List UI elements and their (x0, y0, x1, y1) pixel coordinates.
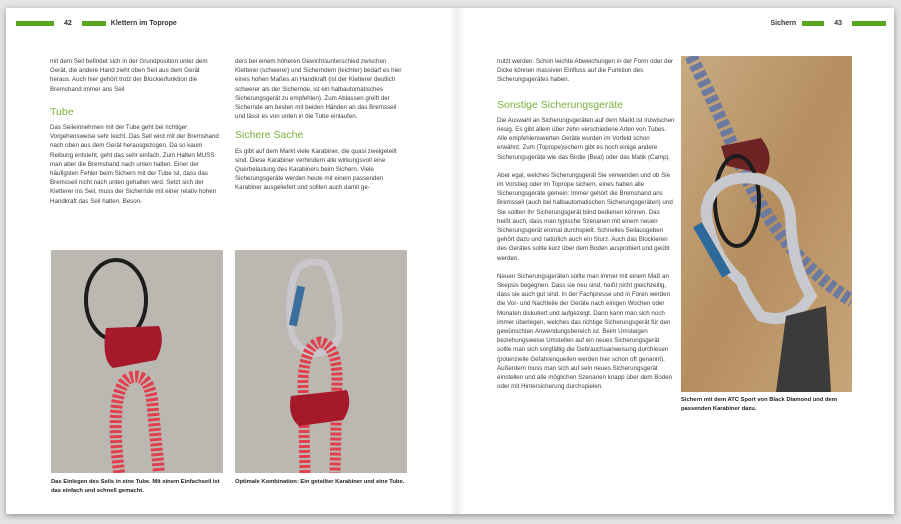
left-running-title: Klettern im Toprope (110, 19, 177, 27)
left-page-header (16, 18, 177, 28)
paragraph: Die Auswahl an Sicherungsgeräten auf dem Markt ist inzwischen riesig. Es gibt allein über zehn verschiedene Arten von Tubes. Alle empfehlenswerten Geräte wurden im Vorfeld schon erwähnt. Zum (Toprope)sichern gibt es noch einige andere Sicherungsgeräte wie das Birdie (Beal) oder das Matik (Camp). (497, 116, 675, 161)
photo-atc-sport (681, 56, 852, 392)
paragraph: nutzt werden. Schon leichte Abweichungen in der Form oder der Dicke können massiven Einfluss auf die Funktion des Sicherungsgerätes haben. (497, 58, 674, 84)
photo-tube-rope (51, 250, 223, 473)
book-gutter (450, 8, 464, 514)
book-spread (6, 8, 894, 514)
paragraph: Aber egal, welches Sicherungsgerät Sie verwenden und ob Sie im Vorstieg oder im Toprope sichern, eines haben alle Sicherungsgeräte gemein: Immer gehört die Bremshand ans Bremsseil (auch bei halbautomatischen Sicherungsgeräten) und Sie sollten Ihr Sicherungsgerät blind bedienen können. Das heißt auch, dass man typische Szenarien mit einem neuen Sicherungsgerät einmal durchspielt. Schnelles Seilausgeben gehört dazu und natürlich auch ein Sturz. Auch das Blockieren des Gerätes sollte kurz über dem Boden ausprobiert und geübt werden. (497, 171, 673, 262)
right-page-number: 43 (834, 19, 842, 27)
paragraph: Neuen Sicherungsgeräten sollte man immer mit einem Maß an Skepsis begegnen. Dass sie neu sind, heißt nicht gleichzeitig, dass sie auch gut sind. In der Fachpresse und in Foren werden die Vor- und Nachteile der Geräte nach einigen Wochen oder Monaten diskutiert und aufgezeigt. Dann kann man sich noch immer überlegen, welches das richtige Sicherungsgerät für den gewünschten Anwendungsbereich ist. Beim Umsteigen beziehungsweise Umstellen auf ein neues Sicherungsgerät sollte man sich sorgfältig die Gebrauchsanweisung durchlesen (potenzielle Gefahrenquellen werden hier schon oft genannt). Außerdem muss man sich auf sein neues Sicherungsgerät einstellen und alle möglichen Szenarien knapp über dem Boden oder mit Hintersicherung durchspielen. (497, 272, 673, 391)
paragraph: mit dem Seil befindet sich in der Grundposition unter dem Gerät, die andere Hand zieht oben Seil aus dem Gerät heraus. Auch hier gehört trotz der Blockierfunktion die Bremshand immer ans Seil (50, 58, 208, 93)
left-page-number: 42 (64, 19, 72, 27)
atc-sport-illustration (681, 56, 852, 392)
header-accent-bar (16, 21, 54, 26)
paragraph: ders bei einem höheren Gewichtsunterschied zwischen Kletterer (schwerer) und Sicherndem (leichter) bedarf es hier eines hohen Maßes an Handkraft (ist der Kletterer deutlich schwerer als der Sichernde, ist ein halbautomatisches Sicherungsgerät zu empfehlen). Zum Ablassen greift der Sichernde am besten mit beiden Händen an das Bremsseil und lässt es von unten in die Tube einlaufen. (235, 58, 402, 121)
photo-atc-sport-caption: Sichern mit dem ATC Sport von Black Diamond und dem passenden Karabiner dazu. (681, 397, 837, 412)
photo-tube-rope-caption: Das Einlegen des Seils in eine Tube. Mit einem Einfachseil ist das einfach und schnell gemacht. (51, 479, 220, 494)
paragraph: Es gibt auf dem Markt viele Karabiner, die quasi zweigeteilt sind. Diese Karabiner verhindern alle wirkungsvoll eine Querbelastung des Karabiners beim Sichern. Viele Sicherungsgeräte werden heute mit einem passenden Karabiner ausgeliefert und sollten auch damit ge- (235, 147, 397, 192)
section-heading-tube: Tube (50, 105, 74, 118)
header-accent-bar (802, 21, 824, 26)
section-heading-sichere-sache: Sichere Sache (235, 129, 304, 142)
right-running-title: Sichern (770, 19, 797, 27)
left-column-1 (50, 57, 220, 215)
header-accent-bar (82, 21, 106, 26)
left-column-2 (235, 57, 407, 202)
right-column (497, 57, 675, 401)
header-accent-bar (852, 21, 886, 26)
right-page-header (771, 18, 886, 28)
tube-rope-illustration (51, 250, 223, 473)
photo-carabiner-tube (235, 250, 407, 473)
carabiner-tube-illustration (235, 250, 407, 473)
photo-carabiner-tube-caption: Optimale Kombination: Ein geteilter Karabiner und eine Tube. (235, 479, 405, 485)
section-heading-sonstige: Sonstige Sicherungsgeräte (497, 98, 624, 111)
paragraph: Das Seileinnehmen mit der Tube geht bei richtiger Vorgehensweise sehr leicht. Das Seil wird mit der Bremshand nach oben aus dem Gerät herausgezogen. Da so kaum Reibung entsteht, geht das sehr einfach. Zum Halten MUSS man aber die Bremshand nach unten halten. Einer der häufigsten Fehler beim Sichern mit der Tube ist, dass das Bremsseil nicht nach unten gehalten wird. Setzt sich der Kletterer ins Seil, muss der Sichernde mit einer relativ hohen Handkraft das Seil halten. Beson- (50, 124, 219, 205)
